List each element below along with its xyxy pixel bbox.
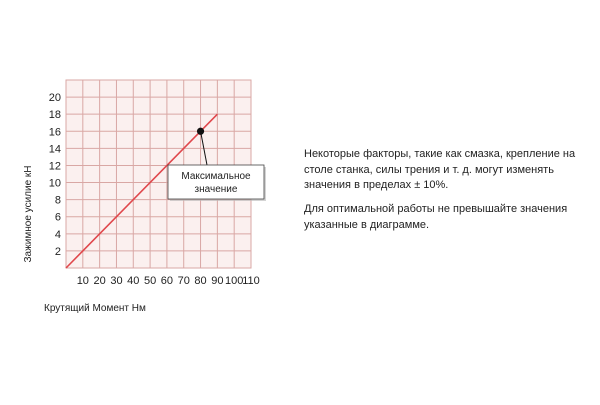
x-tick-label: 40: [127, 275, 140, 287]
x-axis-label: Крутящий Момент Нм: [44, 303, 146, 314]
x-tick-label: 30: [110, 275, 123, 287]
x-tick-label: 90: [211, 275, 224, 287]
note-paragraph-limit: Для оптимальной работы не превышайте значения указанные в диаграмме.: [304, 203, 568, 231]
y-axis-ticks: [49, 92, 61, 258]
y-tick-label: 12: [48, 160, 61, 173]
y-tick-label: 8: [54, 194, 61, 207]
note-paragraph-tolerance: Некоторые факторы, такие как смазка, крепление на столе станка, силы трения и т. д. могут изменять значения в пределах ± 10%.: [304, 148, 576, 191]
x-tick-label: 70: [177, 275, 190, 287]
x-axis-ticks: [77, 275, 260, 287]
x-tick-label: 80: [194, 275, 207, 287]
y-tick-label: 18: [48, 109, 61, 122]
y-tick-label: 10: [48, 177, 61, 190]
callout-text: значение: [194, 184, 238, 195]
y-axis-label: Зажимное усилие кН: [23, 165, 34, 263]
x-tick-label: 20: [93, 275, 106, 287]
x-tick-label: 110: [242, 275, 260, 287]
y-tick-label: 20: [48, 92, 61, 105]
x-tick-label: 50: [143, 275, 157, 287]
y-tick-label: 2: [54, 245, 61, 258]
y-tick-label: 16: [48, 126, 61, 139]
max-point-marker: [197, 128, 204, 135]
y-tick-label: 4: [54, 228, 61, 241]
y-tick-label: 14: [48, 143, 61, 156]
x-tick-label: 10: [76, 275, 89, 287]
y-tick-label: 6: [54, 211, 61, 224]
x-tick-label: 60: [160, 275, 174, 287]
callout-text: Максимальное: [181, 171, 251, 182]
x-tick-label: 100: [225, 275, 244, 287]
